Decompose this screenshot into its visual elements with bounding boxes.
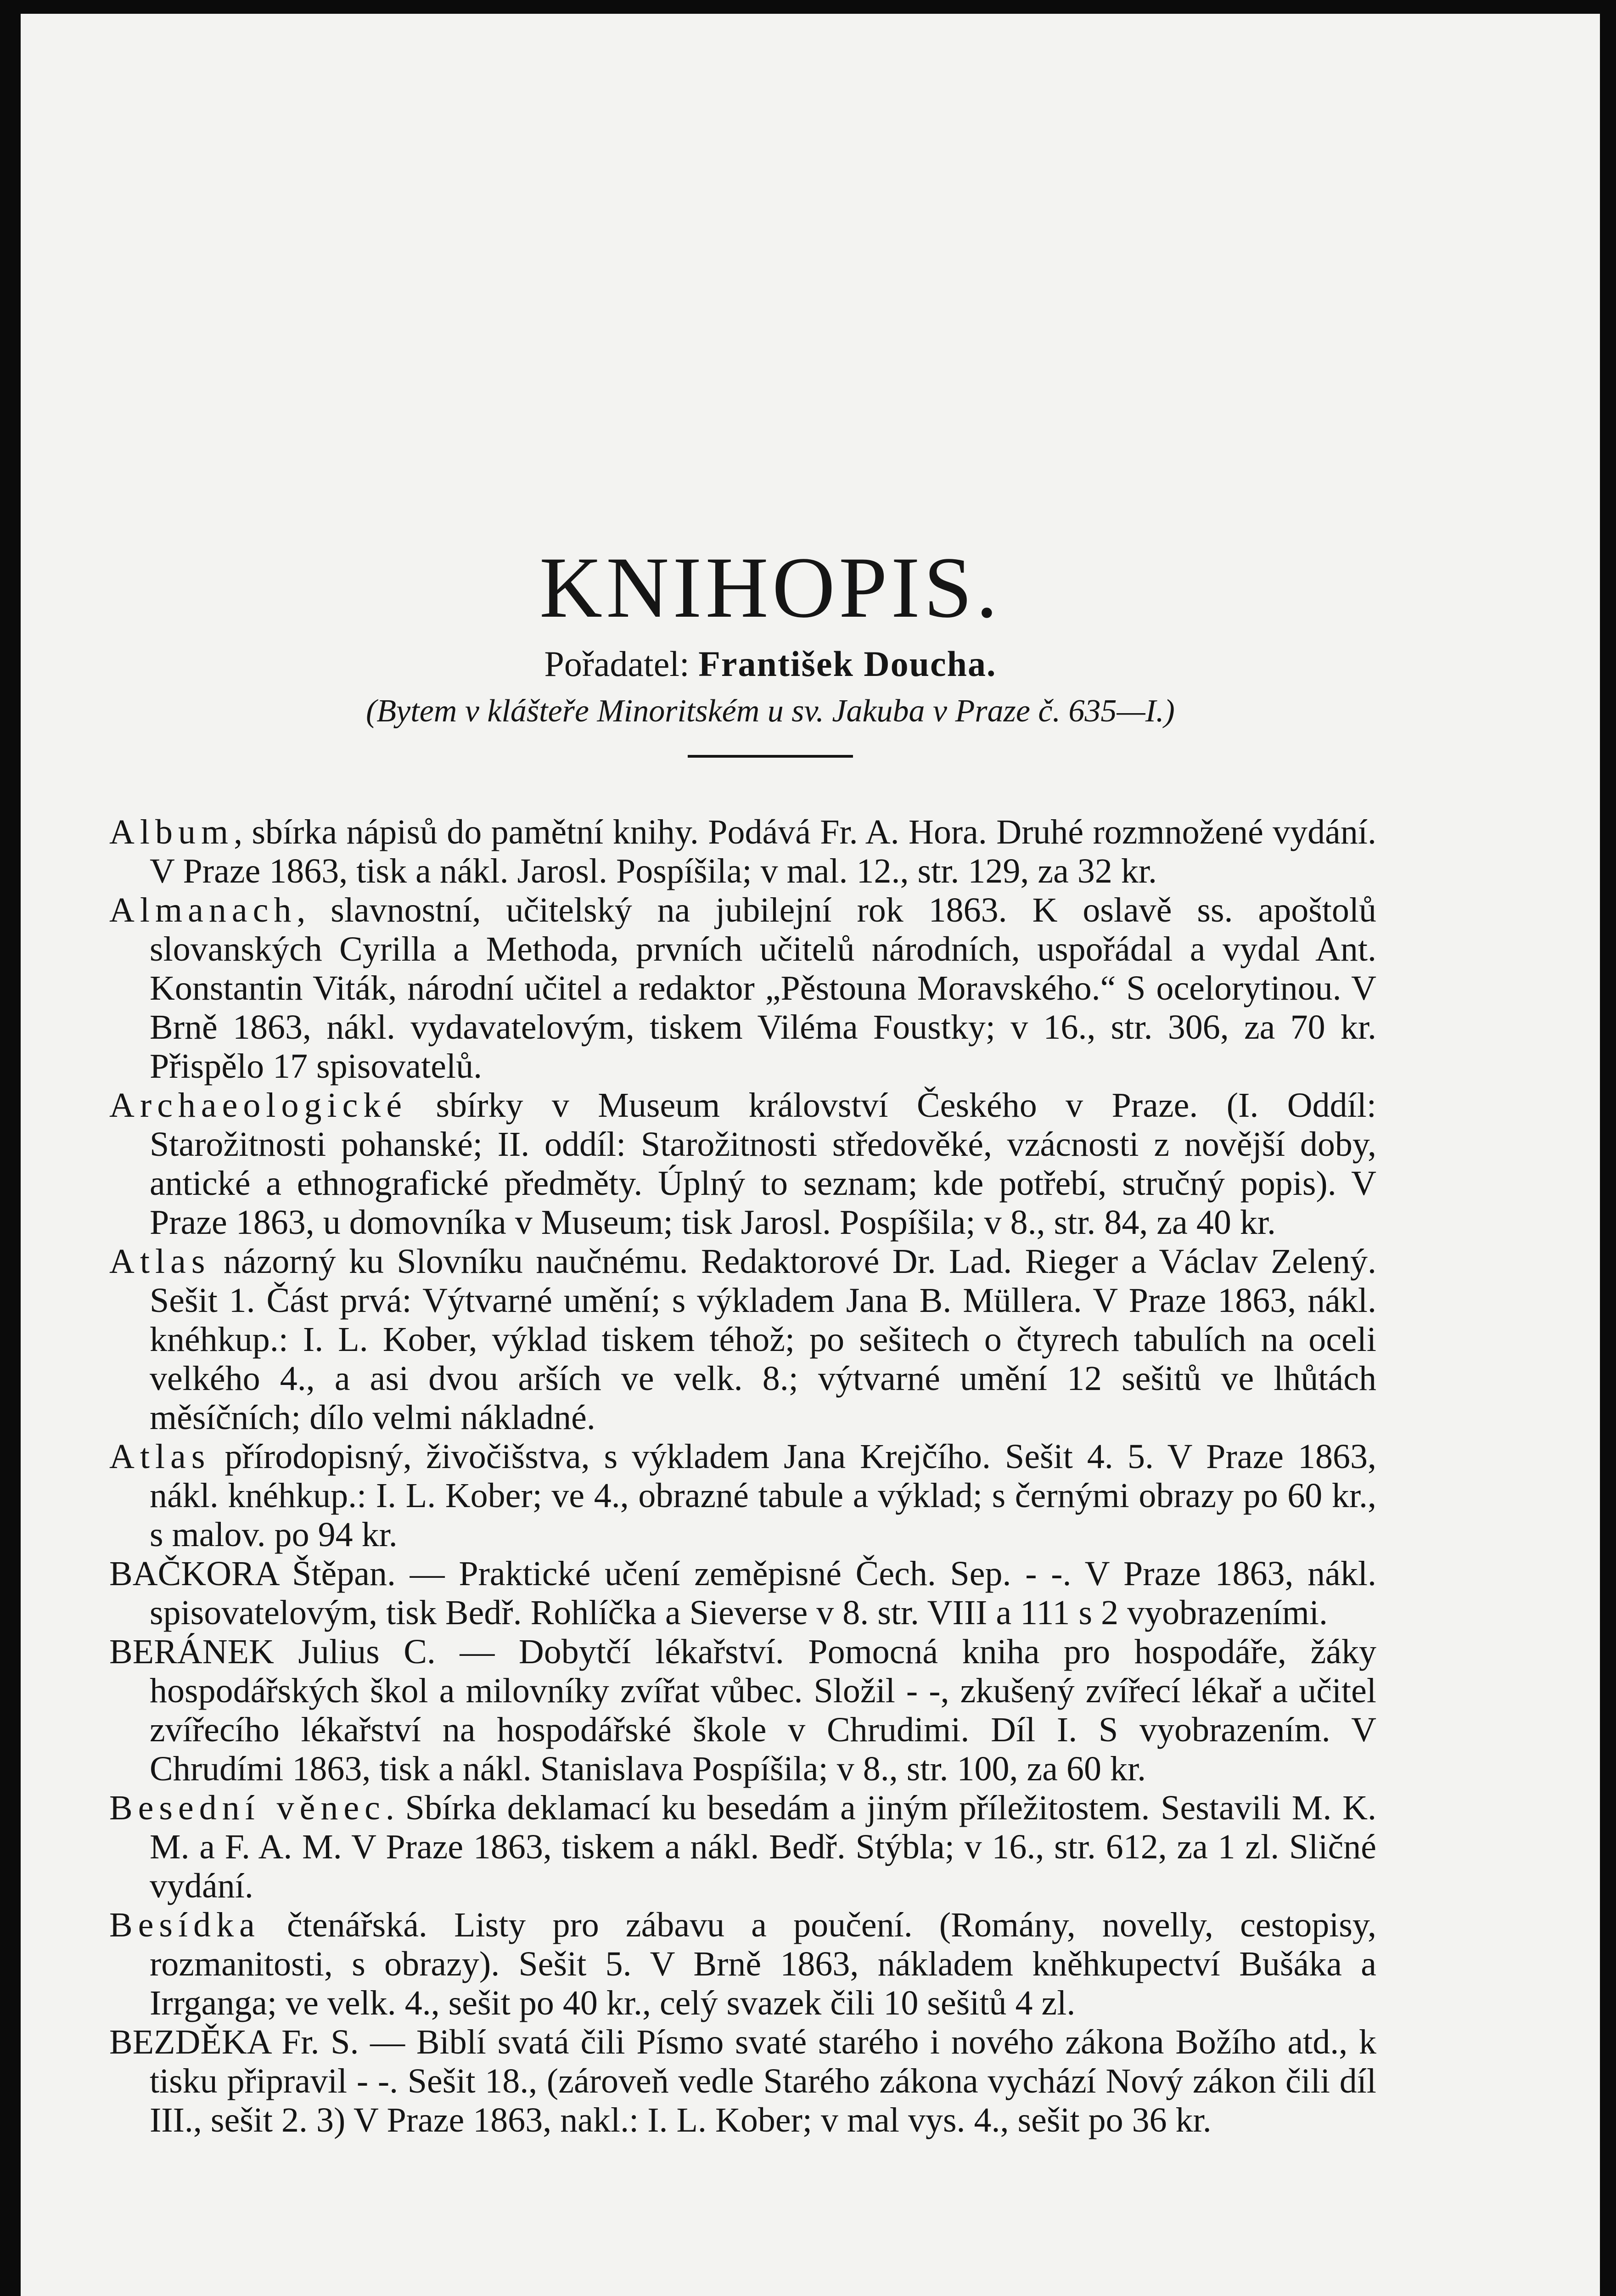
entry-text: názorný ku Slovníku naučnému. Redaktorové Dr. Lad. Rieger a Václav Zelený. Sešit 1. Část prvá: Výtvarné umění; s výkladem Jana B. Müllera. V Praze 1863, nákl. knéhkup.: I. L. Kober, výklad tiskem téhož; po sešitech o čtyrech tabulích na oceli velkého 4., a asi dvou arších ve velk. 8.; výtvarné umění 12 sešitů ve lhůtách měsíčních; dílo velmi nákladné. [150, 1242, 1376, 1437]
entry-text: přírodopisný, živočišstva, s výkladem Jana Krejčího. Sešit 4. 5. V Praze 1863, nákl. knéhkup.: I. L. Kober; ve 4., obrazné tabule a výklad; s černými obrazy po 60 kr., s malov. po 94 kr. [150, 1437, 1376, 1554]
entry-text: — Dobytčí lékařství. Pomocná kniha pro hospodáře, žáky hospodářských škol a milovníky zvířat vůbec. Složil - -, zkušený zvířecí lékař a učitel zvířecího lékařství na hospodářské škole v Chrudimi. Díl I. S vyobrazením. V Chrudími 1863, tisk a nákl. Stanislava Pospíšila; v 8., str. 100, za 60 kr. [150, 1632, 1376, 1788]
list-item [109, 1906, 1376, 2023]
editor-line [164, 641, 1376, 687]
entry-text: . Sbírka deklamací ku besedám a jiným příležitostem. Sestavili M. K. M. a F. A. M. V Praze 1863, tiskem a nákl. Bedř. Stýbla; v 16., str. 612, za 1 zl. Sličné vydání. [150, 1789, 1377, 1905]
entry-text: — Biblí svatá čili Písmo svaté starého i nového zákona Božího atd., k tisku připravil - -. Sešit 18., (zároveň vedle Starého zákona vychází Nový zákon čili díl III., sešit 2. 3) V Praze 1863, nakl.: I. L. Kober; v mal vys. 4., sešit po 36 kr. [150, 2023, 1376, 2139]
list-item [109, 1789, 1376, 1906]
entry-head: Besídka [109, 1906, 260, 1944]
list-item [109, 813, 1376, 891]
entry-head: Atlas [109, 1242, 211, 1281]
content [109, 542, 1376, 2140]
entry-text: čtenářská. Listy pro zábavu a poučení. (Romány, novelly, cestopisy, rozmanitosti, s obrazy). Sešit 5. V Brně 1863, nákladem kněhkupectví Bušáka a Irrganga; ve velk. 4., sešit po 40 kr., celý svazek čili 10 sešitů 4 zl. [150, 1906, 1376, 2022]
list-item [109, 891, 1376, 1086]
entry-text: , sbírka nápisů do pamětní knihy. Podává Fr. A. Hora. Druhé rozmnožené vydání. V Praze 1863, tisk a nákl. Jarosl. Pospíšila; v mal. 12., str. 129, za 32 kr. [150, 813, 1376, 890]
editor-name: František Doucha. [698, 644, 997, 684]
entry-list [109, 813, 1376, 2140]
editor-address: (Bytem v klášteře Minoritském u sv. Jakuba v Praze č. 635—I.) [366, 693, 1175, 729]
entry-head: Archaeologické [109, 1086, 408, 1125]
entry-head: BAČKORA Štěpan. [109, 1554, 396, 1593]
list-item [109, 1242, 1376, 1437]
entry-text: — Praktické učení zeměpisné Čech. Sep. - -. V Praze 1863, nákl. spisovatelovým, tisk Bedř. Rohlíčka a Sieverse v 8. str. VIII a 111 s 2 vyobrazeními. [150, 1554, 1376, 1632]
title-divider [688, 755, 853, 758]
list-item [109, 1554, 1376, 1632]
entry-text: sbírky v Museum království Českého v Praze. (I. Oddíl: Starožitnosti pohanské; II. oddíl: Starožitnosti středověké, vzácnosti z novější doby, antické a ethnografické předměty. Úplný to seznam; kde potřebí, stručný popis). V Praze 1863, u domovníka v Museum; tisk Jarosl. Pospíšila; v 8., str. 84, za 40 kr. [150, 1086, 1376, 1242]
list-item [109, 1632, 1376, 1789]
entry-head: Album [109, 813, 234, 851]
list-item [109, 2023, 1376, 2140]
entry-head: Almanach [109, 891, 297, 929]
entry-head: Atlas [109, 1437, 211, 1476]
page-title: KNIHOPIS. [539, 540, 1002, 636]
entry-head: BEZDĚKA Fr. S. [109, 2023, 359, 2061]
entry-text: , slavnostní, učitelský na jubilejní rok 1863. K oslavě ss. apoštolů slovanských Cyrilla a Methoda, prvních učitelů národních, uspořádal a vydal Ant. Konstantin Viták, národní učitel a redaktor „Pěstouna Moravského.“ S ocelorytinou. V Brně 1863, nákl. vydavatelovým, tiskem Viléma Foustky; v 16., str. 306, za 70 kr. Přispělo 17 spisovatelů. [150, 891, 1376, 1086]
editor-label: Pořadatel: [544, 644, 690, 684]
entry-head: Besední věnec [109, 1789, 386, 1827]
entry-head: BERÁNEK Julius C. [109, 1632, 436, 1671]
page [21, 14, 1600, 2296]
list-item [109, 1086, 1376, 1242]
list-item [109, 1437, 1376, 1554]
